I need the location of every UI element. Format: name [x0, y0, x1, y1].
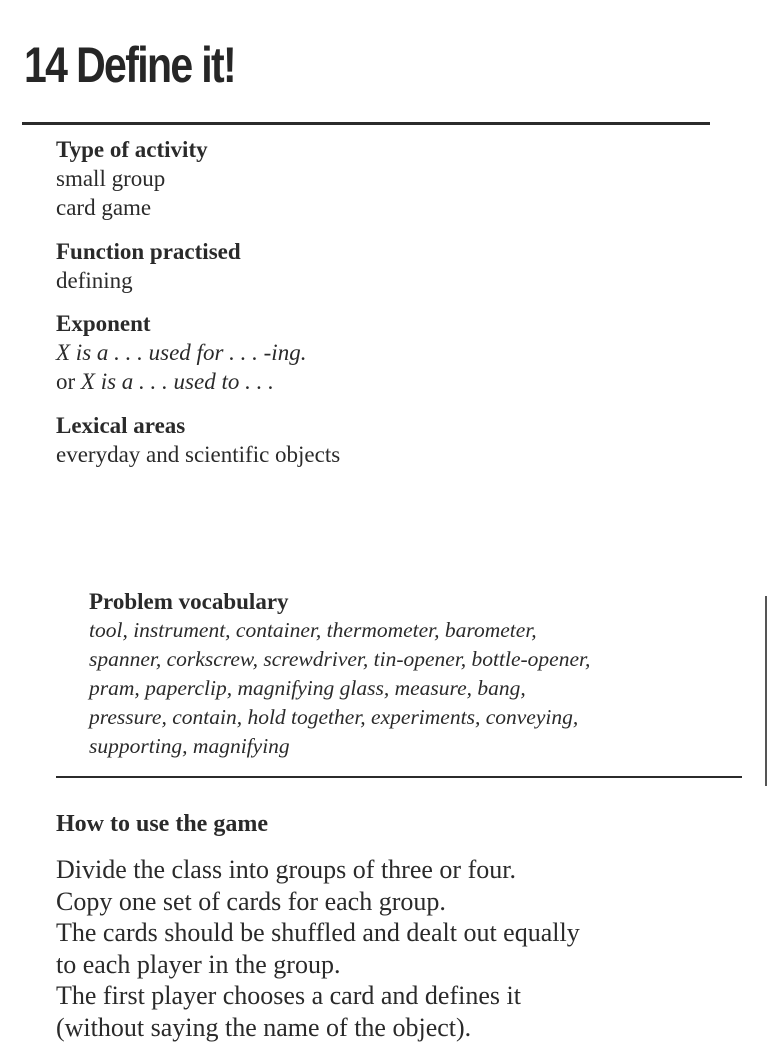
activity-label: Type of activity: [56, 135, 208, 164]
lexical-label: Lexical areas: [56, 411, 340, 440]
howto-line: Divide the class into groups of three or four.: [56, 854, 756, 886]
vocabulary-line: spanner, corkscrew, screwdriver, tin-opener, bottle-opener,: [89, 645, 749, 674]
exponent-section: [56, 309, 306, 396]
lexical-section: [56, 411, 340, 469]
vocabulary-label: Problem vocabulary: [89, 587, 749, 616]
howto-body: [56, 854, 756, 1043]
activity-line: small group: [56, 164, 208, 193]
howto-line: to each player in the group.: [56, 949, 756, 981]
howto-line: The cards should be shuffled and dealt out equally: [56, 917, 756, 949]
activity-line: card game: [56, 193, 208, 222]
top-divider: [22, 122, 710, 125]
activity-section: [56, 135, 208, 222]
vocabulary-section: [89, 587, 749, 761]
function-label: Function practised: [56, 237, 241, 266]
vocabulary-line: supporting, magnifying: [89, 732, 749, 761]
function-line: defining: [56, 266, 241, 295]
page-title: 14 Define it!: [24, 36, 235, 94]
exponent-line-2: [56, 367, 306, 396]
exponent-line: X is a . . . used for . . . -ing.: [56, 338, 306, 367]
howto-line: The first player chooses a card and defines it: [56, 980, 756, 1012]
howto-line: Copy one set of cards for each group.: [56, 886, 756, 918]
exponent-line-2-prefix: or: [56, 369, 81, 394]
howto-label: How to use the game: [56, 808, 756, 840]
howto-line: (without saying the name of the object).: [56, 1012, 756, 1043]
vocabulary-line: tool, instrument, container, thermometer, barometer,: [89, 616, 749, 645]
section-divider: [56, 776, 742, 778]
vocabulary-line: pressure, contain, hold together, experiments, conveying,: [89, 703, 749, 732]
side-divider: [765, 596, 767, 786]
lexical-line: everyday and scientific objects: [56, 440, 340, 469]
function-section: [56, 237, 241, 295]
howto-section: [56, 808, 756, 1043]
vocabulary-line: pram, paperclip, magnifying glass, measure, bang,: [89, 674, 749, 703]
exponent-line-2-italic: X is a . . . used to . . .: [81, 369, 274, 394]
exponent-label: Exponent: [56, 309, 306, 338]
